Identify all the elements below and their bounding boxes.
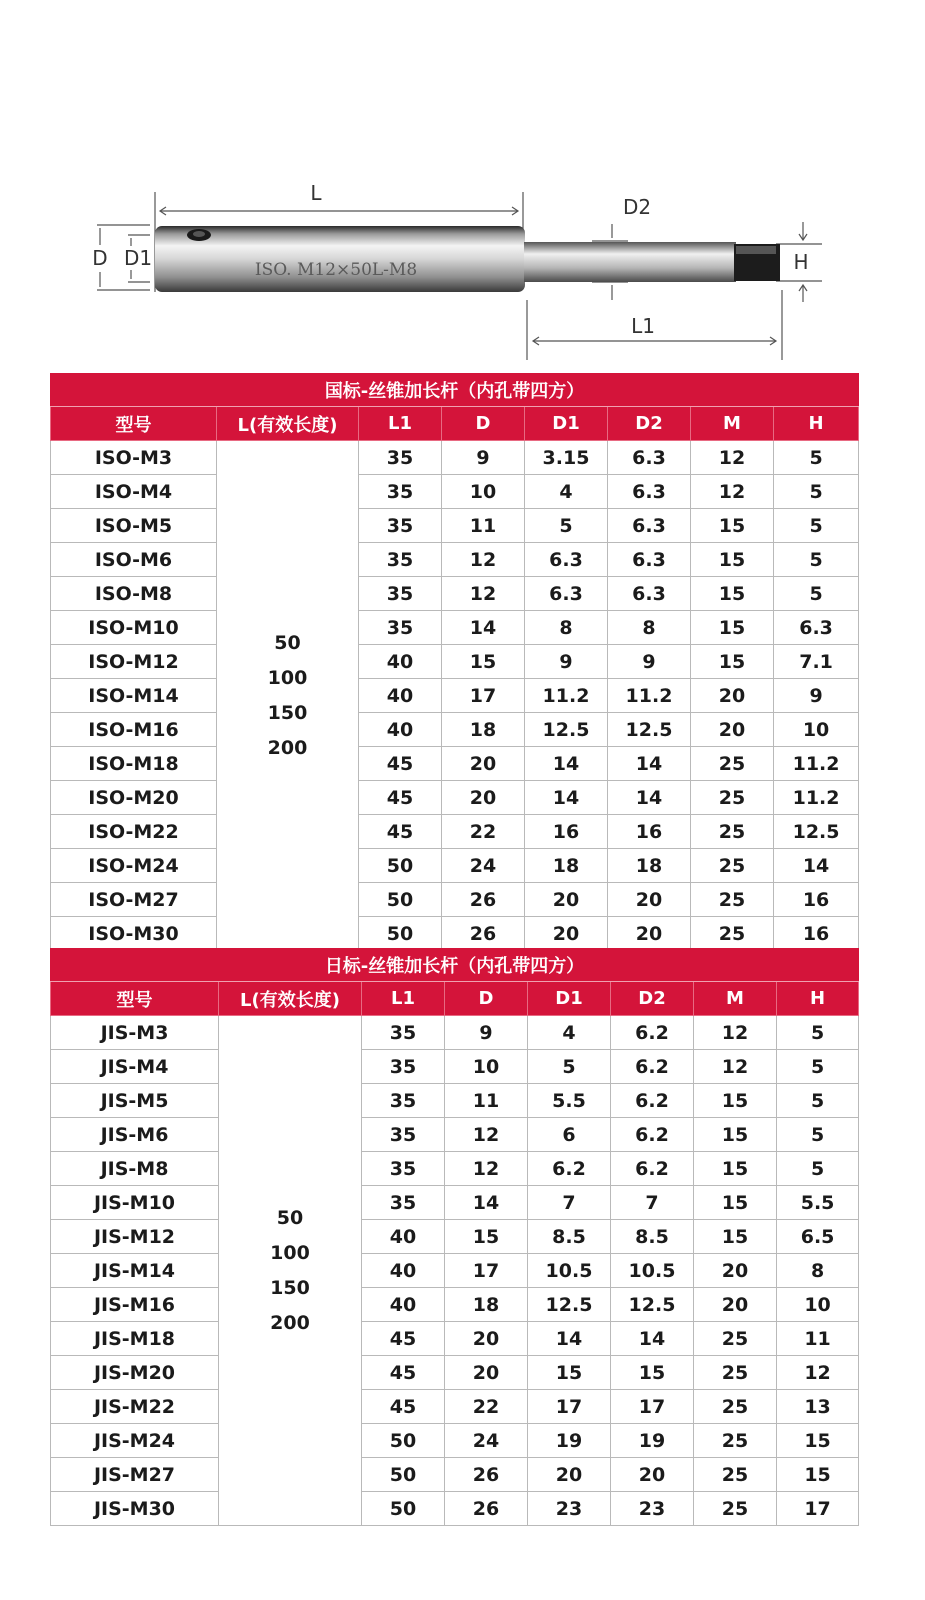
value-cell: 14 (445, 1186, 528, 1220)
value-cell: 14 (608, 747, 691, 781)
value-cell: 9 (442, 441, 525, 475)
value-cell: 50 (362, 1458, 445, 1492)
value-cell: 5 (528, 1050, 611, 1084)
value-cell: 16 (774, 883, 859, 917)
table-row (51, 543, 859, 577)
table-row (51, 1084, 859, 1118)
model-cell: ISO-M20 (51, 781, 217, 815)
value-cell: 11 (777, 1322, 859, 1356)
length-value: 150 (267, 701, 308, 724)
model-cell: JIS-M10 (51, 1186, 219, 1220)
jis-effective-length-cell (219, 1016, 362, 1526)
value-cell: 25 (691, 849, 774, 883)
value-cell: 9 (774, 679, 859, 713)
value-cell: 16 (774, 917, 859, 951)
value-cell: 35 (359, 475, 442, 509)
value-cell: 11.2 (774, 747, 859, 781)
value-cell: 5 (777, 1118, 859, 1152)
value-cell: 15 (694, 1220, 777, 1254)
value-cell: 50 (359, 849, 442, 883)
jis-header-cell: M (694, 982, 777, 1016)
value-cell: 35 (359, 543, 442, 577)
value-cell: 6.2 (611, 1118, 694, 1152)
value-cell: 25 (694, 1424, 777, 1458)
value-cell: 35 (362, 1152, 445, 1186)
value-cell: 15 (694, 1186, 777, 1220)
table-row (51, 1118, 859, 1152)
model-cell: ISO-M27 (51, 883, 217, 917)
value-cell: 11.2 (525, 679, 608, 713)
value-cell: 15 (691, 577, 774, 611)
value-cell: 40 (362, 1220, 445, 1254)
value-cell: 14 (611, 1322, 694, 1356)
value-cell: 6.2 (611, 1016, 694, 1050)
value-cell: 20 (608, 917, 691, 951)
value-cell: 4 (525, 475, 608, 509)
model-cell: JIS-M27 (51, 1458, 219, 1492)
value-cell: 14 (528, 1322, 611, 1356)
value-cell: 20 (608, 883, 691, 917)
value-cell: 45 (362, 1390, 445, 1424)
value-cell: 12 (442, 543, 525, 577)
table-row (51, 1254, 859, 1288)
model-cell: JIS-M30 (51, 1492, 219, 1526)
value-cell: 40 (359, 713, 442, 747)
table-row (51, 713, 859, 747)
value-cell: 14 (442, 611, 525, 645)
model-cell: JIS-M5 (51, 1084, 219, 1118)
table-row (51, 509, 859, 543)
value-cell: 7.1 (774, 645, 859, 679)
table-row (51, 849, 859, 883)
model-cell: ISO-M4 (51, 475, 217, 509)
model-cell: ISO-M12 (51, 645, 217, 679)
iso-effective-length-cell (217, 441, 359, 951)
iso-table-title: 国标-丝锥加长杆（内孔带四方） (51, 374, 859, 407)
value-cell: 26 (445, 1492, 528, 1526)
value-cell: 25 (694, 1356, 777, 1390)
value-cell: 20 (691, 679, 774, 713)
jis-header-cell: H (777, 982, 859, 1016)
value-cell: 3.15 (525, 441, 608, 475)
value-cell: 15 (691, 611, 774, 645)
model-cell: JIS-M8 (51, 1152, 219, 1186)
label-L: L (310, 181, 322, 205)
model-cell: JIS-M6 (51, 1118, 219, 1152)
value-cell: 25 (694, 1458, 777, 1492)
value-cell: 6.3 (608, 509, 691, 543)
value-cell: 50 (362, 1492, 445, 1526)
value-cell: 20 (525, 917, 608, 951)
jis-header-cell: D2 (611, 982, 694, 1016)
iso-spec-table (50, 373, 859, 951)
value-cell: 26 (445, 1458, 528, 1492)
value-cell: 18 (445, 1288, 528, 1322)
iso-header-cell: D2 (608, 407, 691, 441)
value-cell: 5 (777, 1084, 859, 1118)
value-cell: 12 (691, 441, 774, 475)
value-cell: 25 (694, 1492, 777, 1526)
value-cell: 15 (442, 645, 525, 679)
value-cell: 15 (691, 509, 774, 543)
value-cell: 8 (777, 1254, 859, 1288)
model-cell: JIS-M14 (51, 1254, 219, 1288)
value-cell: 5 (774, 543, 859, 577)
value-cell: 45 (362, 1322, 445, 1356)
iso-header-cell: L(有效长度) (217, 407, 359, 441)
model-cell: JIS-M18 (51, 1322, 219, 1356)
table-row (51, 1458, 859, 1492)
value-cell: 16 (525, 815, 608, 849)
length-value: 200 (270, 1311, 310, 1334)
value-cell: 12 (694, 1016, 777, 1050)
value-cell: 12 (694, 1050, 777, 1084)
model-cell: JIS-M12 (51, 1220, 219, 1254)
table-row (51, 1356, 859, 1390)
value-cell: 40 (359, 679, 442, 713)
value-cell: 16 (608, 815, 691, 849)
model-cell: JIS-M24 (51, 1424, 219, 1458)
table-row (51, 1492, 859, 1526)
value-cell: 11 (445, 1084, 528, 1118)
value-cell: 14 (608, 781, 691, 815)
value-cell: 20 (694, 1254, 777, 1288)
model-cell: ISO-M16 (51, 713, 217, 747)
jis-table-title: 日标-丝锥加长杆（内孔带四方） (51, 949, 859, 982)
length-value: 100 (270, 1241, 310, 1264)
value-cell: 4 (528, 1016, 611, 1050)
value-cell: 40 (359, 645, 442, 679)
value-cell: 10 (445, 1050, 528, 1084)
value-cell: 45 (362, 1356, 445, 1390)
label-L1: L1 (631, 314, 655, 338)
iso-header-cell: M (691, 407, 774, 441)
value-cell: 12.5 (608, 713, 691, 747)
value-cell: 15 (611, 1356, 694, 1390)
value-cell: 15 (694, 1118, 777, 1152)
value-cell: 12 (691, 475, 774, 509)
value-cell: 23 (611, 1492, 694, 1526)
value-cell: 14 (525, 781, 608, 815)
model-cell: ISO-M18 (51, 747, 217, 781)
value-cell: 6.2 (528, 1152, 611, 1186)
value-cell: 35 (362, 1016, 445, 1050)
value-cell: 10.5 (528, 1254, 611, 1288)
value-cell: 14 (525, 747, 608, 781)
value-cell: 50 (359, 883, 442, 917)
value-cell: 45 (359, 815, 442, 849)
iso-header-cell: H (774, 407, 859, 441)
value-cell: 5 (777, 1152, 859, 1186)
value-cell: 35 (362, 1050, 445, 1084)
value-cell: 26 (442, 883, 525, 917)
value-cell: 19 (611, 1424, 694, 1458)
table-row (51, 441, 859, 475)
value-cell: 35 (362, 1118, 445, 1152)
value-cell: 35 (359, 509, 442, 543)
value-cell: 24 (442, 849, 525, 883)
value-cell: 7 (528, 1186, 611, 1220)
table-row (51, 1016, 859, 1050)
length-value: 50 (276, 1206, 304, 1229)
value-cell: 12.5 (611, 1288, 694, 1322)
value-cell: 11 (442, 509, 525, 543)
iso-header-cell: D (442, 407, 525, 441)
value-cell: 17 (611, 1390, 694, 1424)
value-cell: 6.3 (608, 577, 691, 611)
value-cell: 25 (694, 1322, 777, 1356)
label-D1: D1 (123, 246, 153, 270)
value-cell: 20 (611, 1458, 694, 1492)
model-cell: ISO-M30 (51, 917, 217, 951)
value-cell: 50 (362, 1424, 445, 1458)
value-cell: 25 (694, 1390, 777, 1424)
label-D2: D2 (622, 195, 652, 219)
value-cell: 20 (691, 713, 774, 747)
table-row (51, 1050, 859, 1084)
table-row (51, 611, 859, 645)
table-row (51, 917, 859, 951)
value-cell: 20 (528, 1458, 611, 1492)
value-cell: 6.3 (608, 543, 691, 577)
iso-header-cell: D1 (525, 407, 608, 441)
value-cell: 15 (694, 1152, 777, 1186)
value-cell: 12 (777, 1356, 859, 1390)
value-cell: 20 (445, 1322, 528, 1356)
model-cell: ISO-M10 (51, 611, 217, 645)
jis-header-cell: L1 (362, 982, 445, 1016)
value-cell: 20 (694, 1288, 777, 1322)
length-value: 200 (267, 736, 308, 759)
value-cell: 45 (359, 781, 442, 815)
value-cell: 15 (777, 1424, 859, 1458)
jis-table-body (51, 1016, 859, 1526)
table-row (51, 883, 859, 917)
table-row (51, 781, 859, 815)
table-row (51, 577, 859, 611)
value-cell: 22 (442, 815, 525, 849)
value-cell: 10 (442, 475, 525, 509)
table-row (51, 1322, 859, 1356)
value-cell: 50 (359, 917, 442, 951)
value-cell: 6.3 (608, 441, 691, 475)
value-cell: 25 (691, 781, 774, 815)
value-cell: 6.3 (525, 543, 608, 577)
table-row (51, 645, 859, 679)
shank-engraving: ISO. M12×50L-M8 (254, 260, 418, 280)
value-cell: 8 (525, 611, 608, 645)
value-cell: 20 (442, 747, 525, 781)
value-cell: 20 (525, 883, 608, 917)
iso-header-cell: L1 (359, 407, 442, 441)
value-cell: 15 (694, 1084, 777, 1118)
iso-table-body (51, 441, 859, 951)
value-cell: 5 (777, 1016, 859, 1050)
value-cell: 12.5 (528, 1288, 611, 1322)
model-cell: JIS-M16 (51, 1288, 219, 1322)
value-cell: 5 (525, 509, 608, 543)
value-cell: 17 (528, 1390, 611, 1424)
value-cell: 35 (359, 611, 442, 645)
model-cell: JIS-M20 (51, 1356, 219, 1390)
value-cell: 12 (442, 577, 525, 611)
value-cell: 8.5 (611, 1220, 694, 1254)
value-cell: 12 (445, 1152, 528, 1186)
value-cell: 14 (774, 849, 859, 883)
value-cell: 8 (608, 611, 691, 645)
iso-header-cell: 型号 (51, 407, 217, 441)
value-cell: 20 (442, 781, 525, 815)
value-cell: 23 (528, 1492, 611, 1526)
value-cell: 18 (442, 713, 525, 747)
value-cell: 15 (777, 1458, 859, 1492)
length-value: 50 (274, 631, 301, 654)
value-cell: 17 (445, 1254, 528, 1288)
value-cell: 5 (774, 577, 859, 611)
value-cell: 10.5 (611, 1254, 694, 1288)
label-D: D (92, 246, 108, 270)
table-row (51, 1390, 859, 1424)
value-cell: 6.5 (777, 1220, 859, 1254)
value-cell: 20 (445, 1356, 528, 1390)
jis-header-row (51, 982, 859, 1016)
value-cell: 6.3 (608, 475, 691, 509)
jis-spec-table (50, 948, 859, 1526)
value-cell: 11.2 (774, 781, 859, 815)
value-cell: 12.5 (525, 713, 608, 747)
value-cell: 15 (691, 543, 774, 577)
value-cell: 12 (445, 1118, 528, 1152)
value-cell: 9 (608, 645, 691, 679)
jis-header-cell: D1 (528, 982, 611, 1016)
value-cell: 13 (777, 1390, 859, 1424)
value-cell: 12.5 (774, 815, 859, 849)
value-cell: 5.5 (528, 1084, 611, 1118)
model-cell: JIS-M3 (51, 1016, 219, 1050)
value-cell: 25 (691, 815, 774, 849)
model-cell: JIS-M22 (51, 1390, 219, 1424)
value-cell: 24 (445, 1424, 528, 1458)
value-cell: 8.5 (528, 1220, 611, 1254)
value-cell: 18 (608, 849, 691, 883)
table-row (51, 1288, 859, 1322)
table-row (51, 747, 859, 781)
model-cell: ISO-M24 (51, 849, 217, 883)
value-cell: 5 (774, 509, 859, 543)
value-cell: 35 (359, 577, 442, 611)
jis-header-cell: L(有效长度) (219, 982, 362, 1016)
value-cell: 45 (359, 747, 442, 781)
value-cell: 17 (442, 679, 525, 713)
value-cell: 6.3 (525, 577, 608, 611)
value-cell: 7 (611, 1186, 694, 1220)
value-cell: 25 (691, 917, 774, 951)
table-row (51, 475, 859, 509)
value-cell: 9 (525, 645, 608, 679)
value-cell: 9 (445, 1016, 528, 1050)
value-cell: 6.2 (611, 1050, 694, 1084)
table-row (51, 679, 859, 713)
value-cell: 15 (691, 645, 774, 679)
value-cell: 5.5 (777, 1186, 859, 1220)
value-cell: 5 (777, 1050, 859, 1084)
table-row (51, 1186, 859, 1220)
value-cell: 26 (442, 917, 525, 951)
value-cell: 17 (777, 1492, 859, 1526)
iso-header-row (51, 407, 859, 441)
value-cell: 6.2 (611, 1152, 694, 1186)
value-cell: 35 (362, 1084, 445, 1118)
label-H: H (793, 250, 809, 274)
tap-extension-diagram (0, 0, 925, 370)
jis-header-cell: 型号 (51, 982, 219, 1016)
tool-neck (524, 242, 736, 282)
value-cell: 40 (362, 1254, 445, 1288)
model-cell: ISO-M6 (51, 543, 217, 577)
value-cell: 19 (528, 1424, 611, 1458)
model-cell: ISO-M14 (51, 679, 217, 713)
table-row (51, 1424, 859, 1458)
table-row (51, 1152, 859, 1186)
value-cell: 15 (528, 1356, 611, 1390)
value-cell: 35 (359, 441, 442, 475)
value-cell: 11.2 (608, 679, 691, 713)
table-row (51, 815, 859, 849)
value-cell: 6.3 (774, 611, 859, 645)
model-cell: ISO-M8 (51, 577, 217, 611)
value-cell: 5 (774, 475, 859, 509)
value-cell: 5 (774, 441, 859, 475)
model-cell: JIS-M4 (51, 1050, 219, 1084)
value-cell: 22 (445, 1390, 528, 1424)
value-cell: 35 (362, 1186, 445, 1220)
model-cell: ISO-M3 (51, 441, 217, 475)
value-cell: 25 (691, 883, 774, 917)
value-cell: 18 (525, 849, 608, 883)
value-cell: 15 (445, 1220, 528, 1254)
value-cell: 6.2 (611, 1084, 694, 1118)
value-cell: 6 (528, 1118, 611, 1152)
value-cell: 10 (774, 713, 859, 747)
jis-header-cell: D (445, 982, 528, 1016)
table-row (51, 1220, 859, 1254)
model-cell: ISO-M22 (51, 815, 217, 849)
value-cell: 40 (362, 1288, 445, 1322)
length-value: 100 (267, 666, 308, 689)
value-cell: 10 (777, 1288, 859, 1322)
model-cell: ISO-M5 (51, 509, 217, 543)
length-value: 150 (270, 1276, 310, 1299)
value-cell: 25 (691, 747, 774, 781)
